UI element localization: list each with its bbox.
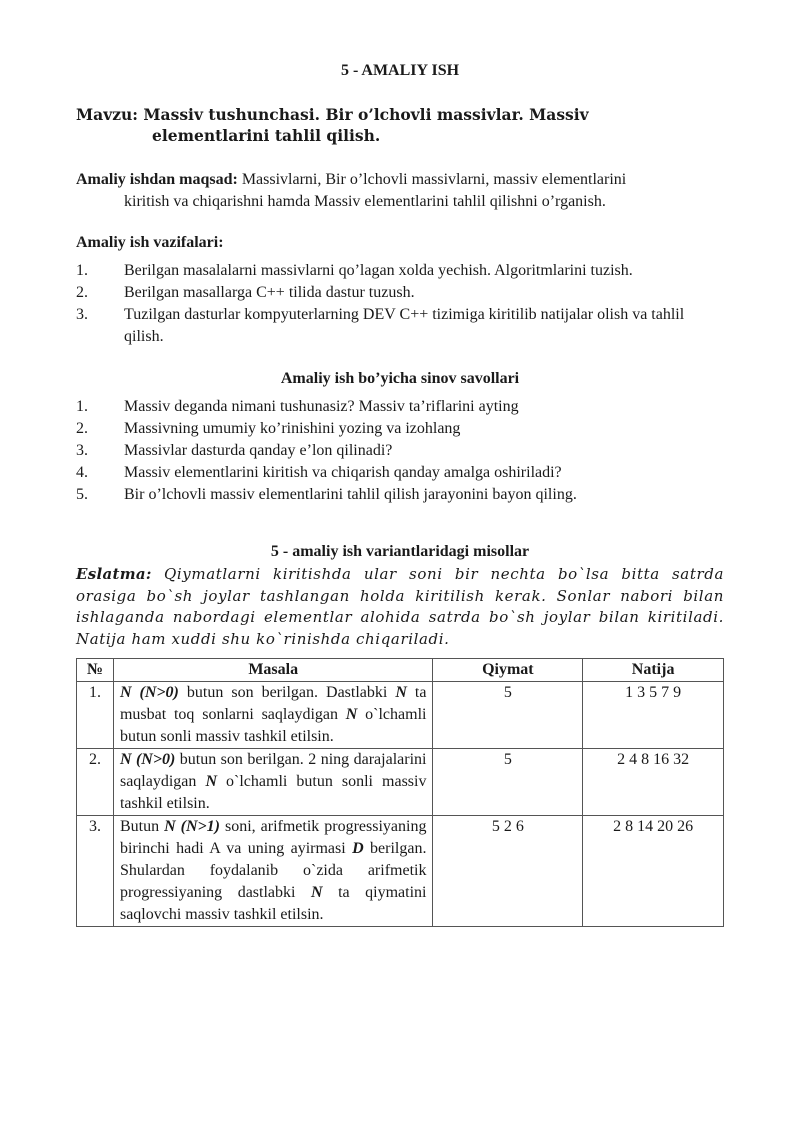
item-text: Berilgan masalalarni massivlarni qo’lagan xolda yechish. Algoritmlarini tuzish.: [124, 262, 633, 279]
task-text-part: butun son berilgan. 2 ning darajalarini saqlaydigan: [119, 751, 427, 790]
list-item: [76, 304, 724, 348]
row-task: [113, 749, 433, 816]
task-text-part: N: [345, 706, 358, 723]
item-text: Bir o’lchovli massiv elementlarini tahlil qilish jarayonini bayon qiling.: [124, 486, 577, 503]
task-text-part: N (N>0): [119, 684, 179, 701]
row-number: 2.: [77, 749, 114, 816]
questions-heading: Amaliy ish bo’yicha sinov savollari: [280, 370, 520, 387]
item-number: 4.: [76, 464, 88, 481]
header-input: Qiymat: [433, 659, 583, 682]
list-item: [76, 260, 724, 282]
note-text: Qiymatlarni kiritishda ular soni bir nechta bo`lsa bitta satrda orasiga bo`sh joylar tashlangan holda kiritilish kerak. Sonlar nabori bilan ishlaganda nabordagi elementlar alohida satrda bo`sh joylar bilan kiritiladi. Natija ham xuddi shu ko`rinishda chiqariladi.: [76, 565, 724, 648]
topic-line-1: Mavzu: Massiv tushunchasi. Bir o’lchovli massivlar. Massiv: [76, 105, 589, 124]
row-input: 5 2 6: [433, 816, 583, 927]
table-header-row: [77, 659, 724, 682]
task-text-part: N: [395, 684, 407, 701]
item-text: Massivning umumiy ko’rinishini yozing va izohlang: [124, 420, 461, 437]
row-task: [113, 682, 433, 749]
tasks-heading: Amaliy ish vazifalari:: [76, 234, 224, 251]
page-title: 5 - AMALIY ISH: [340, 62, 460, 79]
list-item: [76, 462, 724, 484]
topic-line-2: elementlarini tahlil qilish.: [152, 126, 381, 145]
header-result: Natija: [583, 659, 724, 682]
task-text-part: N: [164, 818, 176, 835]
header-task: Masala: [113, 659, 433, 682]
row-result: 2 8 14 20 26: [583, 816, 724, 927]
row-number: 1.: [77, 682, 114, 749]
row-number: 3.: [77, 816, 114, 927]
list-item: [76, 282, 724, 304]
list-item: [76, 484, 724, 506]
note-paragraph: [76, 564, 724, 650]
row-input: 5: [433, 749, 583, 816]
item-number: 1.: [76, 398, 88, 415]
list-item: [76, 418, 724, 440]
item-number: 1.: [76, 262, 88, 279]
item-text: Massivlar dasturda qanday e’lon qilinadi?: [124, 442, 393, 459]
item-number: 5.: [76, 486, 88, 503]
task-text-part: N: [310, 884, 323, 901]
task-text-part: N (N>0): [119, 751, 176, 768]
task-text-part: soni, arifmetik progressiyaning birinchi hadi A va uning ayirmasi: [119, 818, 427, 857]
task-text-part: o`lchamli butun sonli massiv tashkil etilsin.: [119, 706, 427, 745]
table-row: [77, 816, 724, 927]
aim-label: Amaliy ishdan maqsad:: [76, 171, 238, 188]
aim-text-1: Massivlarni, Bir o’lchovli massivlarni, massiv elementlarini: [237, 171, 627, 188]
row-input: 5: [433, 682, 583, 749]
item-text: Tuzilgan dasturlar kompyuterlarning DEV C++ tizimiga kiritilib natijalar olish va tahlil qilish.: [124, 306, 685, 345]
item-number: 3.: [76, 306, 88, 323]
task-text-part: o`lchamli butun sonli massiv tashkil etilsin.: [119, 773, 427, 812]
tasks-list: [76, 260, 724, 348]
row-result: 1 3 5 7 9: [583, 682, 724, 749]
aim-text-2: kiritish va chiqarishni hamda Massiv elementlarini tahlil qilishni o’rganish.: [124, 193, 606, 210]
row-task: [113, 816, 433, 927]
row-result: 2 4 8 16 32: [583, 749, 724, 816]
task-text-part: berilgan. Shulardan foydalanib o`zida arifmetik progressiyaning dastlabki: [119, 840, 427, 901]
task-text-part: N: [205, 773, 217, 790]
task-text-part: ta musbat toq sonlarni saqlaydigan: [119, 684, 427, 723]
note-label: Eslatma:: [76, 565, 152, 583]
table-row: [77, 749, 724, 816]
item-text: Berilgan masallarga C++ tilida dastur tuzush.: [124, 284, 415, 301]
examples-table: [76, 658, 724, 927]
item-number: 3.: [76, 442, 88, 459]
examples-heading: 5 - amaliy ish variantlaridagi misollar: [270, 543, 530, 560]
item-text: Massiv elementlarini kiritish va chiqarish qanday amalga oshiriladi?: [124, 464, 562, 481]
questions-list: [76, 396, 724, 506]
task-text-part: (N>1): [180, 818, 220, 835]
list-item: [76, 396, 724, 418]
list-item: [76, 440, 724, 462]
header-number: №: [77, 659, 114, 682]
aim-paragraph: [76, 169, 724, 213]
task-text-part: D: [352, 840, 364, 857]
item-number: 2.: [76, 420, 88, 437]
item-number: 2.: [76, 284, 88, 301]
task-text-part: Butun: [119, 818, 165, 835]
task-text-part: butun son berilgan. Dastlabki: [178, 684, 396, 701]
topic: [76, 104, 724, 146]
item-text: Massiv deganda nimani tushunasiz? Massiv ta’riflarini ayting: [124, 398, 519, 415]
task-text-part: ta qiymatini saqlovchi massiv tashkil etilsin.: [119, 884, 427, 923]
table-row: [77, 682, 724, 749]
